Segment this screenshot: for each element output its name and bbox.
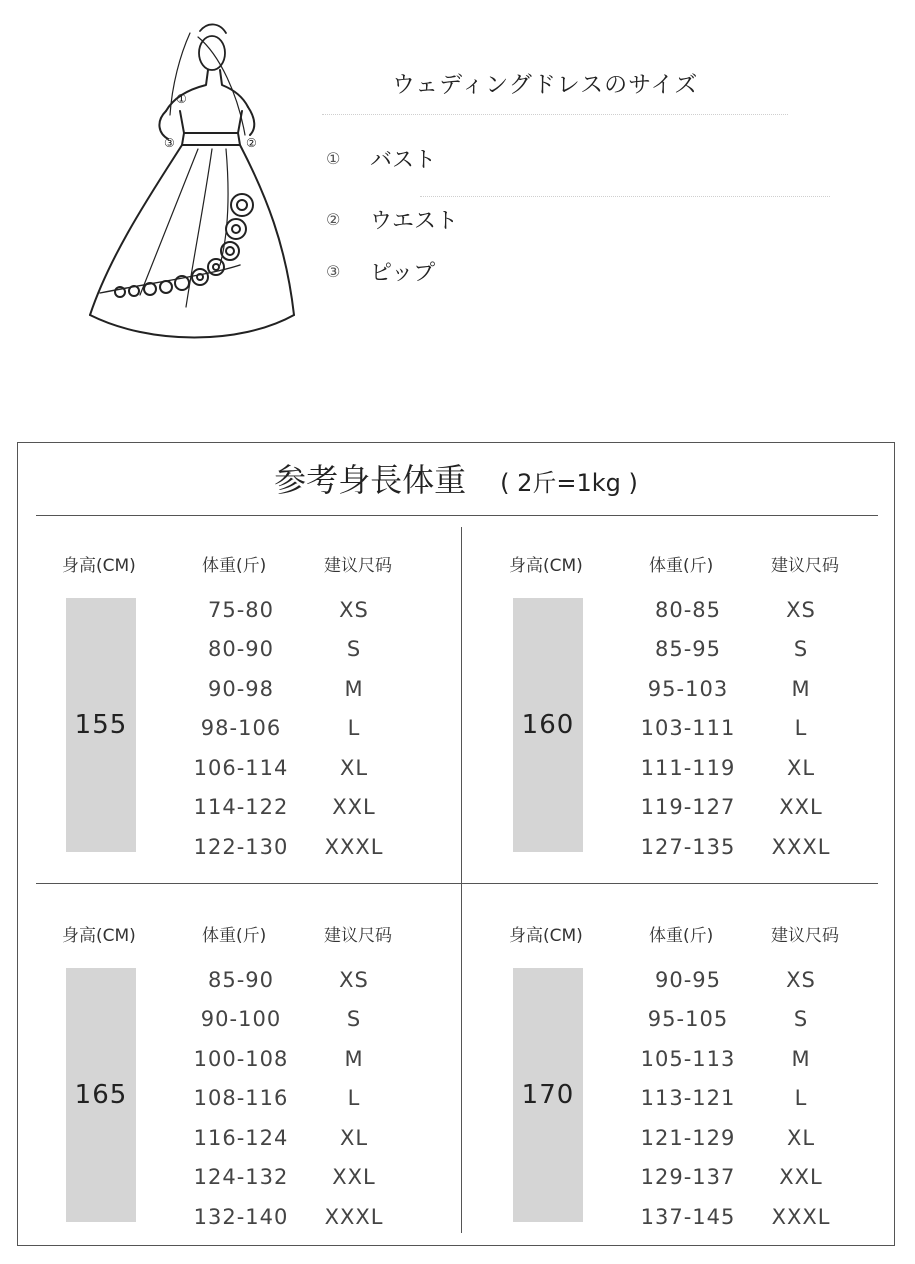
weight-range: 132-140 xyxy=(193,1205,289,1229)
title-divider xyxy=(36,515,878,516)
table-row xyxy=(186,1205,466,1245)
table-row xyxy=(186,835,466,875)
table-row xyxy=(633,795,913,835)
header-size: 建议尺码 xyxy=(324,556,392,576)
size-label: XL xyxy=(786,1126,816,1150)
size-label: S xyxy=(346,637,362,661)
table-row xyxy=(186,637,466,677)
header-weight: 体重(斤) xyxy=(649,556,714,576)
table-row xyxy=(633,1047,913,1087)
size-guide-title: ウェディングドレスのサイズ xyxy=(392,72,699,98)
table-row xyxy=(633,1007,913,1047)
weight-range: 105-113 xyxy=(640,1047,736,1071)
weight-range: 106-114 xyxy=(193,756,289,780)
weight-range: 111-119 xyxy=(640,756,736,780)
size-label: S xyxy=(346,1007,362,1031)
weight-range: 90-98 xyxy=(207,677,275,701)
weight-range: 85-95 xyxy=(654,637,722,661)
mark-3: ③ xyxy=(164,136,175,150)
header-height: 身高(CM) xyxy=(509,926,583,946)
size-label: M xyxy=(791,1047,811,1071)
table-row xyxy=(186,1126,466,1166)
measurement-label: バスト xyxy=(370,148,437,173)
size-label: XL xyxy=(339,1126,369,1150)
size-label: XS xyxy=(339,598,369,622)
height-value: 160 xyxy=(513,598,583,852)
weight-range: 95-105 xyxy=(647,1007,729,1031)
size-label: XXL xyxy=(332,1165,376,1189)
weight-range: 108-116 xyxy=(193,1086,289,1110)
table-row xyxy=(633,716,913,756)
table-row xyxy=(633,598,913,638)
size-label: XXL xyxy=(779,795,823,819)
header-weight: 体重(斤) xyxy=(202,926,267,946)
weight-range: 100-108 xyxy=(193,1047,289,1071)
table-row xyxy=(186,1047,466,1087)
table-row xyxy=(633,1086,913,1126)
weight-range: 95-103 xyxy=(647,677,729,701)
measurement-hip xyxy=(326,256,435,287)
mark-1: ① xyxy=(176,92,187,106)
table-row xyxy=(186,716,466,756)
size-label: L xyxy=(347,716,361,740)
table-row xyxy=(633,968,913,1008)
table-row xyxy=(633,1126,913,1166)
size-block-3 xyxy=(473,921,903,1229)
table-row xyxy=(186,1086,466,1126)
size-label: XXXL xyxy=(771,1205,831,1229)
size-block-2 xyxy=(26,921,456,1229)
mark-2: ② xyxy=(246,136,257,150)
size-label: M xyxy=(344,1047,364,1071)
weight-range: 113-121 xyxy=(640,1086,736,1110)
weight-range: 80-85 xyxy=(654,598,722,622)
size-label: S xyxy=(793,1007,809,1031)
size-label: XL xyxy=(786,756,816,780)
weight-range: 137-145 xyxy=(640,1205,736,1229)
header-height: 身高(CM) xyxy=(62,926,136,946)
size-label: XXXL xyxy=(324,1205,384,1229)
table-row xyxy=(186,756,466,796)
measurement-waist xyxy=(326,204,458,235)
header-size: 建议尺码 xyxy=(771,926,839,946)
weight-range: 75-80 xyxy=(207,598,275,622)
weight-range: 103-111 xyxy=(640,716,736,740)
size-label: L xyxy=(347,1086,361,1110)
wedding-dress-illustration xyxy=(70,15,310,350)
size-label: L xyxy=(794,716,808,740)
measurement-number: ③ xyxy=(326,262,341,281)
size-label: M xyxy=(344,677,364,701)
weight-range: 114-122 xyxy=(193,795,289,819)
header-height: 身高(CM) xyxy=(509,556,583,576)
header-height: 身高(CM) xyxy=(62,556,136,576)
height-value: 165 xyxy=(66,968,136,1222)
reference-title: 参考身長体重 xyxy=(274,461,467,499)
weight-range: 129-137 xyxy=(640,1165,736,1189)
table-row xyxy=(633,1205,913,1245)
weight-range: 122-130 xyxy=(193,835,289,859)
reference-panel xyxy=(17,442,895,1246)
weight-range: 119-127 xyxy=(640,795,736,819)
weight-range: 116-124 xyxy=(193,1126,289,1150)
size-label: XS xyxy=(339,968,369,992)
size-label: XXXL xyxy=(771,835,831,859)
size-label: XL xyxy=(339,756,369,780)
measurement-label: ピップ xyxy=(370,261,436,286)
weight-range: 127-135 xyxy=(640,835,736,859)
measurement-number: ② xyxy=(326,210,341,229)
table-row xyxy=(186,677,466,717)
size-label: M xyxy=(791,677,811,701)
weight-range: 121-129 xyxy=(640,1126,736,1150)
size-label: S xyxy=(793,637,809,661)
size-block-1 xyxy=(473,551,903,859)
header-size: 建议尺码 xyxy=(771,556,839,576)
height-value: 170 xyxy=(513,968,583,1222)
weight-range: 85-90 xyxy=(207,968,275,992)
measurement-number: ① xyxy=(326,149,341,168)
measurement-label: ウエスト xyxy=(370,209,459,234)
weight-range: 80-90 xyxy=(207,637,275,661)
weight-range: 90-95 xyxy=(654,968,722,992)
table-row xyxy=(186,1007,466,1047)
table-row xyxy=(633,1165,913,1205)
measurement-bust xyxy=(326,143,436,174)
reference-title-row xyxy=(18,455,894,501)
table-row xyxy=(186,1165,466,1205)
size-label: L xyxy=(794,1086,808,1110)
table-row xyxy=(633,756,913,796)
size-block-0 xyxy=(26,551,456,859)
table-row xyxy=(633,637,913,677)
header-weight: 体重(斤) xyxy=(202,556,267,576)
size-label: XXL xyxy=(779,1165,823,1189)
unit-note: ( 2斤=1kg ) xyxy=(500,469,638,497)
middle-divider xyxy=(36,883,878,884)
weight-range: 124-132 xyxy=(193,1165,289,1189)
divider xyxy=(420,196,830,197)
size-label: XXXL xyxy=(324,835,384,859)
size-label: XS xyxy=(786,968,816,992)
size-label: XXL xyxy=(332,795,376,819)
table-row xyxy=(186,795,466,835)
size-label: XS xyxy=(786,598,816,622)
divider xyxy=(322,114,788,115)
header-weight: 体重(斤) xyxy=(649,926,714,946)
table-row xyxy=(186,968,466,1008)
weight-range: 90-100 xyxy=(200,1007,282,1031)
weight-range: 98-106 xyxy=(200,716,282,740)
table-row xyxy=(186,598,466,638)
height-value: 155 xyxy=(66,598,136,852)
table-row xyxy=(633,835,913,875)
table-row xyxy=(633,677,913,717)
header-size: 建议尺码 xyxy=(324,926,392,946)
